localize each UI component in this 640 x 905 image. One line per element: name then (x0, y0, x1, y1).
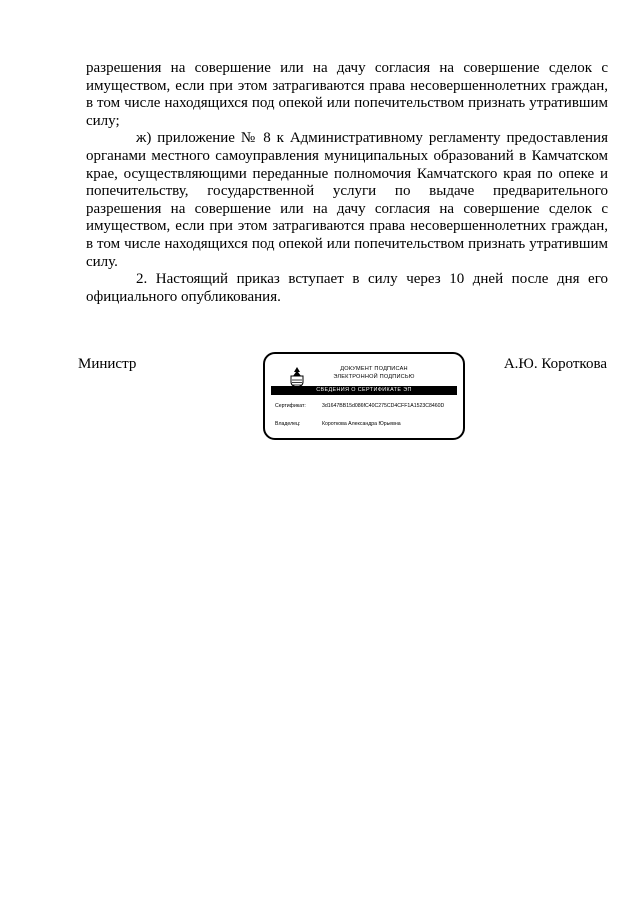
signer-position: Министр (78, 356, 137, 372)
stamp-title-line1: ДОКУМЕНТ ПОДПИСАН (340, 366, 408, 372)
owner-value: Короткова Александра Юрьевна (322, 421, 401, 427)
stamp-certificate-bar: СВЕДЕНИЯ О СЕРТИФИКАТЕ ЭП (271, 386, 457, 395)
coat-of-arms-icon (289, 366, 305, 388)
stamp-owner-row (275, 421, 459, 428)
signer-name: А.Ю. Короткова (503, 356, 607, 372)
certificate-label: Сертификат: (275, 403, 306, 409)
stamp-certificate-row (275, 403, 459, 410)
certificate-value: 3d1647BB15d086fC40C275CD4CFF1A1523C8460D (322, 403, 445, 409)
electronic-signature-stamp (263, 352, 465, 440)
stamp-title-line2: ЭЛЕКТРОННОЙ ПОДПИСЬЮ (333, 374, 415, 380)
document-body (86, 60, 608, 306)
paragraph-effective-date: 2. Настоящий приказ вступает в силу через 10 дней после дня его официального опубликования. (86, 271, 608, 305)
owner-label: Владелец: (275, 421, 301, 427)
paragraph-continuation: разрешения на совершение или на дачу согласия на совершение сделок с имуществом, если при этом затрагиваются права несовершеннолетних граждан, в том числе находящихся под опекой или попечительством признать утратившим силу; (86, 60, 608, 129)
paragraph-item-zh: ж) приложение № 8 к Административному регламенту предоставления органами местного самоуправления муниципальных образований в Камчатском крае, осуществляющими переданные полномочия Камчатского края по опеке и попечительству, государственной услуги по выдаче предварительного разрешения на совершение или на дачу согласия на совершение сделок с имуществом, если при этом затрагиваются права несовершеннолетних граждан, в том числе находящихся под опекой или попечительством признать утратившим силу. (86, 130, 608, 270)
stamp-header (309, 365, 439, 381)
